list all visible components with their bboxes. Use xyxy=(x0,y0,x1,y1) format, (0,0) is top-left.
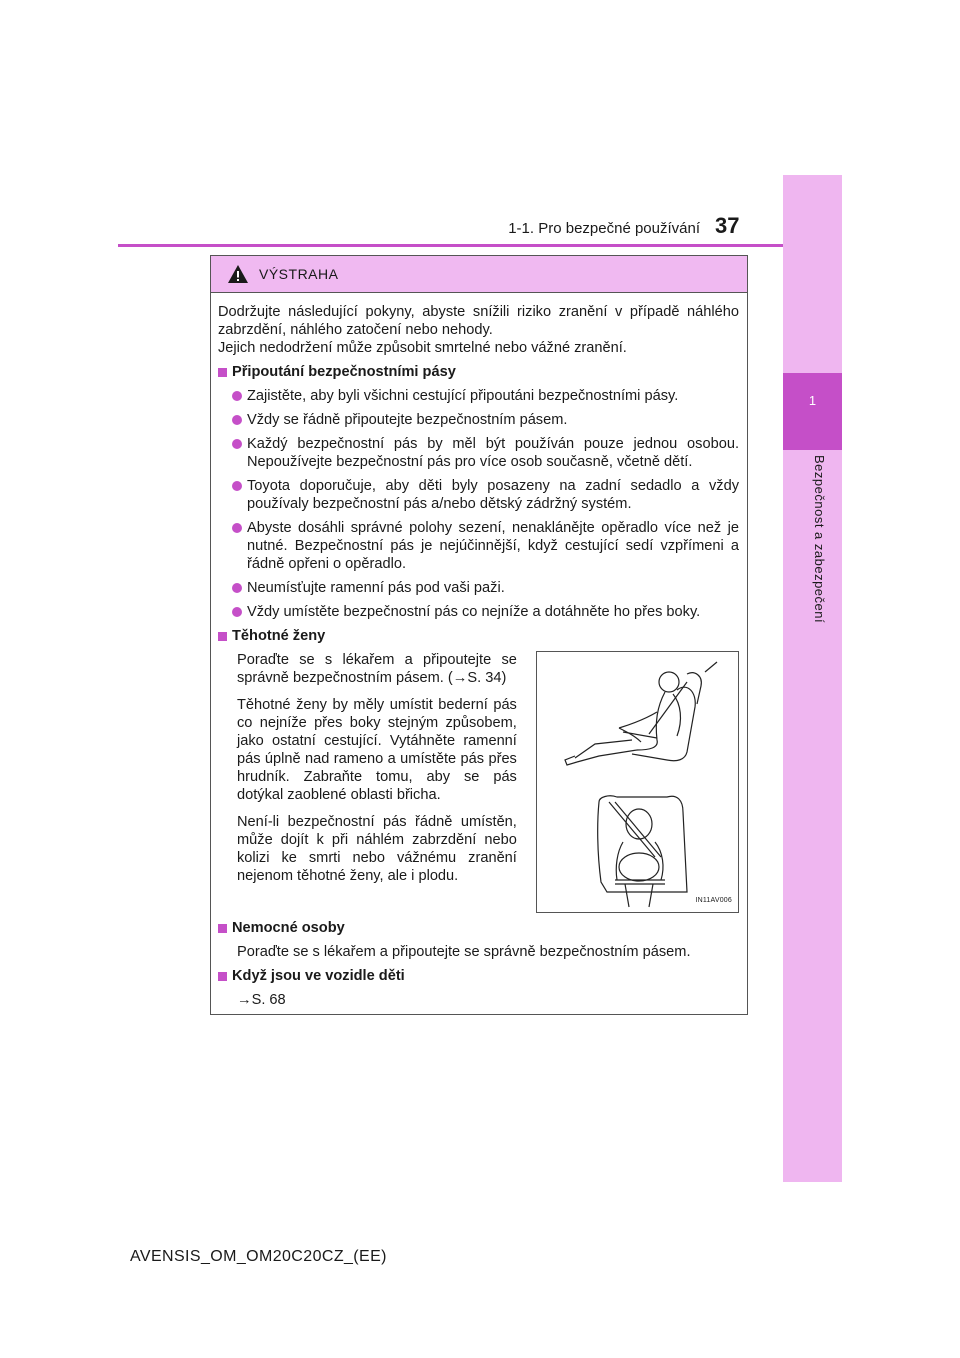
round-bullet-icon xyxy=(232,481,242,491)
heading-pregnant xyxy=(218,627,739,645)
chapter-title: Bezpečnost a zabezpečení xyxy=(812,455,827,624)
chapter-side-tab xyxy=(783,175,842,1182)
list-item xyxy=(232,411,739,429)
round-bullet-icon xyxy=(232,391,242,401)
list-item-text: Neumísťujte ramenní pás pod vaši paži. xyxy=(247,580,505,596)
page-number: 37 xyxy=(715,213,740,238)
round-bullet-icon xyxy=(232,583,242,593)
document-code: AVENSIS_OM_OM20C20CZ_(EE) xyxy=(130,1248,387,1265)
heading-seatbelts-text: Připoutání bezpečnostními pásy xyxy=(232,364,456,380)
list-item xyxy=(232,603,739,621)
pregnant-seatbelt-drawing xyxy=(537,652,744,912)
children-page-reference[interactable]: →S. 68 xyxy=(237,992,286,1008)
warning-box xyxy=(210,255,748,1015)
heading-children xyxy=(218,967,739,985)
warning-label: VÝSTRAHA xyxy=(259,266,339,282)
list-item-text: Každý bezpečnostní pás by měl být používán pouze jednou osobou. Nepoužívejte bezpečnostní pás pro více osob současně, včetně dětí. xyxy=(247,436,739,470)
round-bullet-icon xyxy=(232,523,242,533)
warning-header xyxy=(211,256,747,293)
pregnant-paragraph-3: Není-li bezpečnostní pás řádně umístěn, může dojít k při náhlém zabrzdění nebo kolizi ke smrti nebo vážnému zranění nejenom těhotné ženy, ale i plodu. xyxy=(237,814,517,884)
section-title: 1-1. Pro bezpečné používání xyxy=(508,220,700,237)
square-bullet-icon xyxy=(218,924,227,933)
pregnant-section xyxy=(218,651,739,913)
list-item xyxy=(232,519,739,573)
list-item-text: Zajistěte, aby byli všichni cestující připoutáni bezpečnostními pásy. xyxy=(247,388,679,404)
figure-code: IN11AV006 xyxy=(695,897,732,904)
heading-pregnant-text: Těhotné ženy xyxy=(232,628,326,644)
square-bullet-icon xyxy=(218,972,227,981)
pregnant-paragraph-1: Poraďte se s lékařem a připoutejte se správně bezpečnostním pásem. (→S. 34) xyxy=(237,652,517,686)
warning-body xyxy=(211,293,747,1009)
chapter-number-block xyxy=(783,373,842,450)
seatbelt-illustration xyxy=(536,651,739,913)
round-bullet-icon xyxy=(232,439,242,449)
list-item xyxy=(232,435,739,471)
heading-ill-text: Nemocné osoby xyxy=(232,920,345,936)
list-item xyxy=(232,579,739,597)
list-item xyxy=(232,477,739,513)
warning-intro-2: Jejich nedodržení může způsobit smrtelné nebo vážné zranění. xyxy=(218,340,627,356)
warning-intro: Dodržujte následující pokyny, abyste snížili riziko zranění v případě náhlého zabrzdění, náhlého zatočení nebo nehody. xyxy=(218,304,739,338)
heading-children-text: Když jsou ve vozidle děti xyxy=(232,968,405,984)
warning-triangle-icon xyxy=(227,264,249,284)
header-divider xyxy=(118,244,783,247)
heading-seatbelts xyxy=(218,363,739,381)
ill-text: Poraďte se s lékařem a připoutejte se správně bezpečnostním pásem. xyxy=(237,944,691,960)
pregnant-text xyxy=(237,651,517,913)
round-bullet-icon xyxy=(232,607,242,617)
list-item-text: Vždy se řádně připoutejte bezpečnostním pásem. xyxy=(247,412,568,428)
pregnant-paragraph-2: Těhotné ženy by měly umístit bederní pás co nejníže přes boky stejným způsobem, jako ostatní cestující. Vytáhněte ramenní pás úplně nad rameno a umístěte pás přes hrudník. Zabraňte tomu, aby se pás dotýkal zaoblené oblasti břicha. xyxy=(237,697,517,803)
list-item-text: Vždy umístěte bezpečnostní pás co nejníže a dotáhněte ho přes boky. xyxy=(247,604,701,620)
heading-ill xyxy=(218,919,739,937)
square-bullet-icon xyxy=(218,368,227,377)
chapter-number: 1 xyxy=(808,393,817,408)
list-item-text: Abyste dosáhli správné polohy sezení, nenaklánějte opěradlo více než je nutné. Bezpečnostní pás je nejúčinnější, když cestující sedí vzpřímeni a řádně opřeni o opěradlo. xyxy=(247,520,739,572)
round-bullet-icon xyxy=(232,415,242,425)
list-item-text: Toyota doporučuje, aby děti byly posazeny na zadní sedadlo a vždy používaly bezpečnostní pás a/nebo dětský zádržný systém. xyxy=(247,478,739,512)
list-item xyxy=(232,387,739,405)
square-bullet-icon xyxy=(218,632,227,641)
